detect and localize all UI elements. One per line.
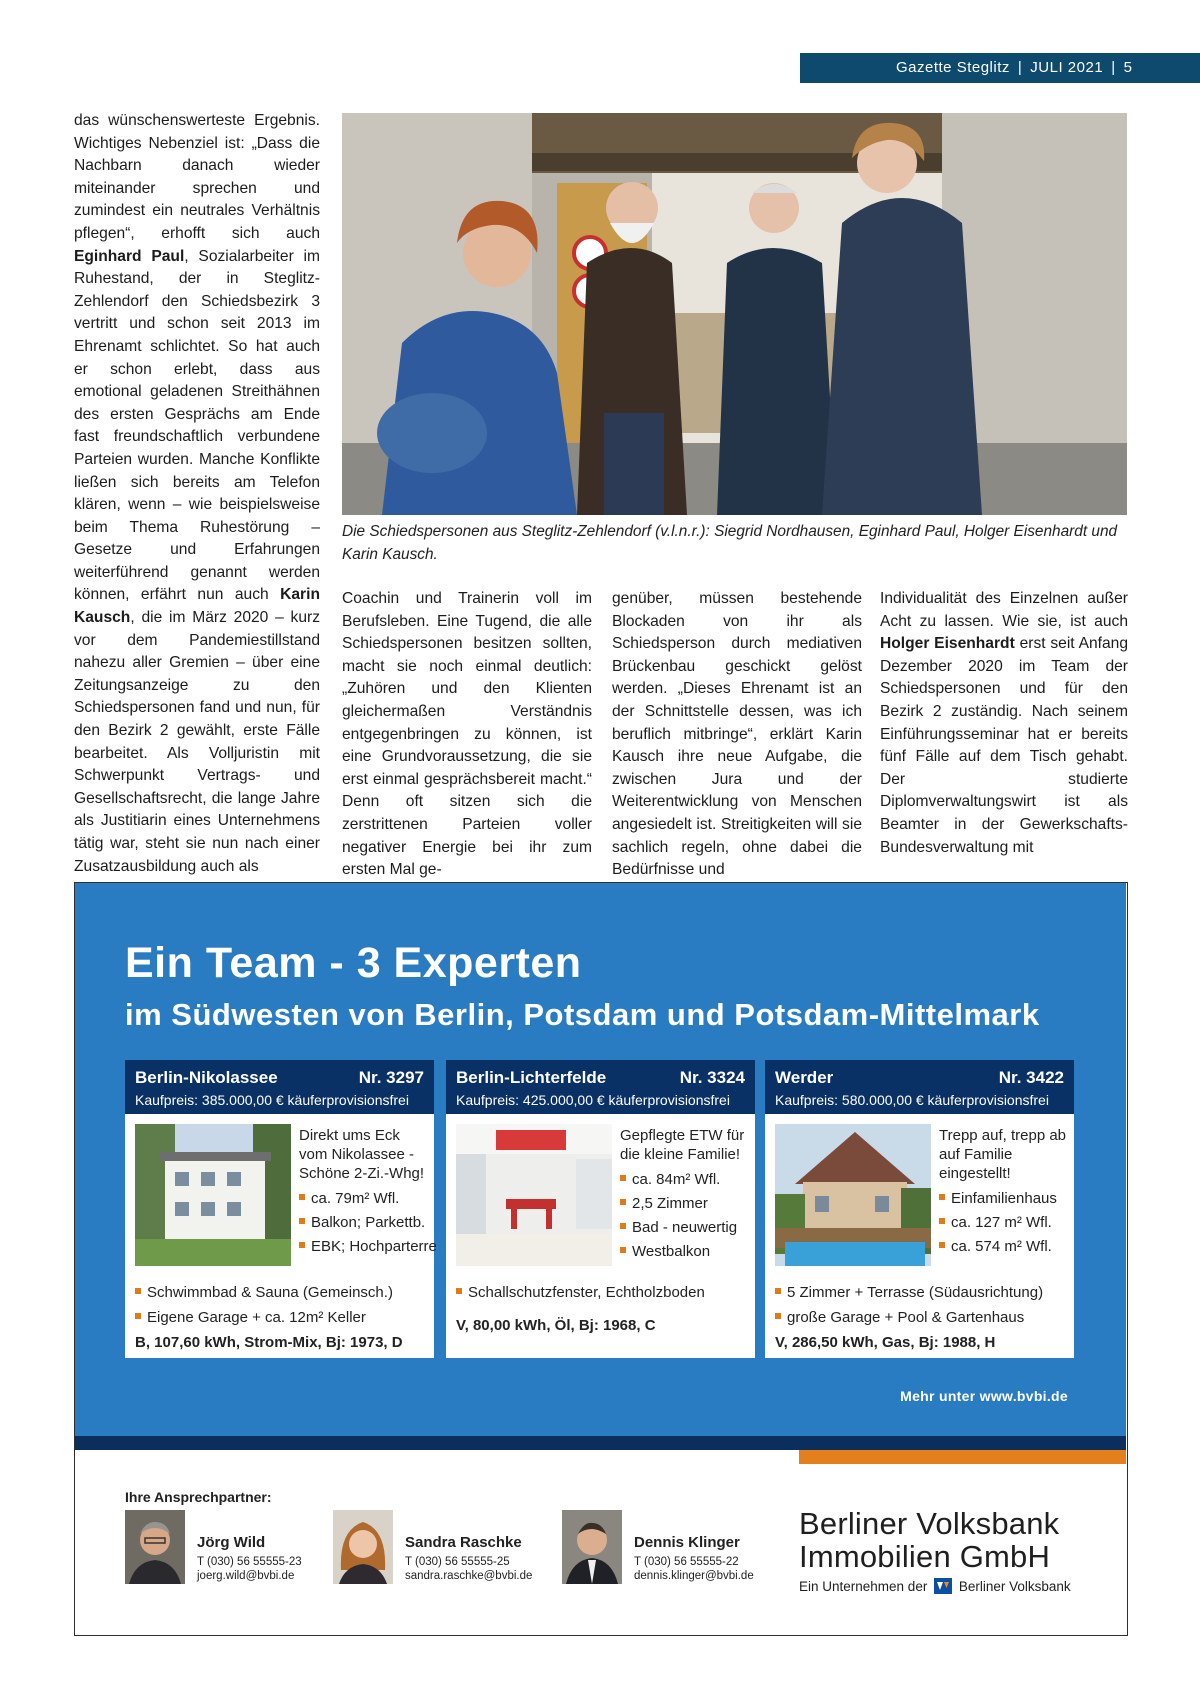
issue-date: JULI 2021	[1030, 59, 1104, 76]
contact-phone[interactable]: T (030) 56 55555-22	[634, 1556, 739, 1568]
contact-info	[405, 1534, 532, 1583]
berliner-volksbank-immobilien-logo	[799, 1507, 1099, 1595]
listing-bullet: 2,5 Zimmer	[620, 1194, 752, 1213]
article-text: erst seit Anfang Dezember 2020 im Team der Schiedspersonen und für den Bezirk 2 zuständig. Nach seinem Einführungsseminar hat er bereits fünf Fälle auf dem Tisch gehabt. Der studierte Diplomverwaltungswirt ist als Beamter in der Gewerkschafts-Bundesverwaltung mit	[880, 635, 1128, 856]
listing-bullet: Westbalkon	[620, 1242, 752, 1261]
listing-card-lichterfelde[interactable]	[446, 1060, 755, 1358]
article-column-1	[74, 110, 320, 878]
bullet-square-icon	[939, 1242, 945, 1248]
bullet-square-icon	[620, 1223, 626, 1229]
listing-bullet: Bad - neuwertig	[620, 1218, 752, 1237]
contacts-label: Ihre Ansprechpartner:	[125, 1489, 272, 1505]
listing-headline: Direkt ums Eck vom Nikolassee - Schöne 2-Zi.-Whg!	[299, 1127, 425, 1182]
bullet-square-icon	[939, 1194, 945, 1200]
avatar	[125, 1510, 185, 1584]
ad-title: Ein Team - 3 Experten	[125, 939, 582, 987]
listing-bullet: ca. 574 m² Wfl.	[939, 1237, 1071, 1256]
listing-bullet: ca. 84m² Wfl.	[620, 1170, 752, 1189]
contact-phone[interactable]: T (030) 56 55555-23	[197, 1556, 302, 1568]
listing-photo	[135, 1124, 291, 1266]
listing-extras	[775, 1280, 1071, 1355]
listing-price: Kaufpreis: 580.000,00 € käuferprovisionsfrei	[775, 1092, 1049, 1108]
ad-blue-panel	[75, 883, 1126, 1436]
article-column-3	[612, 588, 862, 882]
article-column-2	[342, 588, 592, 882]
ad-subtitle: im Südwesten von Berlin, Potsdam und Potsdam-Mittelmark	[125, 997, 1040, 1032]
photo-caption: Die Schiedspersonen aus Steglitz-Zehlendorf (v.l.n.r.): Siegrid Nordhausen, Eginhard Paul, Holger Eisenhardt und Karin Kausch.	[342, 523, 1118, 563]
logo-tagline-bank: Berliner Volksbank	[958, 1579, 1071, 1594]
listing-description	[620, 1126, 752, 1266]
listing-energy-info: V, 286,50 kWh, Gas, Bj: 1988, H	[775, 1334, 996, 1351]
page-header-bar	[800, 53, 1200, 83]
bullet-square-icon	[299, 1194, 305, 1200]
contact-email[interactable]: dennis.klinger@bvbi.de	[634, 1570, 754, 1582]
listing-photo	[456, 1124, 612, 1266]
listing-extra-item: große Garage + Pool & Gartenhaus	[775, 1305, 1071, 1330]
person-name: Eginhard Paul	[74, 247, 185, 265]
bullet-square-icon	[299, 1218, 305, 1224]
listing-extra-item: Eigene Garage + ca. 12m² Keller	[135, 1305, 431, 1330]
real-estate-advertisement	[74, 882, 1128, 1636]
listing-location: Berlin-Nikolassee	[135, 1068, 278, 1087]
listing-number: Nr. 3297	[358, 1068, 424, 1087]
listing-bullet: ca. 127 m² Wfl.	[939, 1213, 1071, 1232]
ad-website-link[interactable]: Mehr unter www.bvbi.de	[900, 1388, 1068, 1404]
header-separator: |	[1111, 59, 1116, 76]
listing-photo	[775, 1124, 931, 1266]
publication-name: Gazette Steglitz	[896, 59, 1010, 76]
contact-email[interactable]: sandra.raschke@bvbi.de	[405, 1570, 533, 1582]
contact-name: Jörg Wild	[197, 1534, 266, 1551]
listing-number: Nr. 3422	[998, 1068, 1064, 1087]
contact-phone[interactable]: T (030) 56 55555-25	[405, 1556, 510, 1568]
bullet-square-icon	[775, 1313, 781, 1319]
listing-headline: Trepp auf, trepp ab auf Familie eingestellt!	[939, 1127, 1067, 1182]
bullet-square-icon	[299, 1242, 305, 1248]
person-name: Holger Eisenhardt	[880, 635, 1015, 653]
volksbank-mark-icon	[934, 1578, 952, 1594]
logo-line-2: Immobilien GmbH	[799, 1539, 1051, 1574]
bullet-square-icon	[620, 1175, 626, 1181]
article-photo	[342, 113, 1127, 515]
listing-energy-info: V, 80,00 kWh, Öl, Bj: 1968, C	[456, 1317, 656, 1334]
listing-energy-info: B, 107,60 kWh, Strom-Mix, Bj: 1973, D	[135, 1334, 403, 1351]
contact-email[interactable]: joerg.wild@bvbi.de	[197, 1570, 295, 1582]
listing-price: Kaufpreis: 425.000,00 € käuferprovisionsfrei	[456, 1092, 730, 1108]
listing-extras	[456, 1280, 752, 1338]
listing-bullet: EBK; Hochparterre	[299, 1237, 431, 1256]
article-text: , Sozialarbeiter im Ruhestand, der in Steglitz-Zehlendorf den Schiedsbezirk 3 vertritt und schon seit 2013 im Ehrenamt schlichtet. So hat auch er schon erlebt, dass aus emotional geladenen Streithähnen des ersten Gesprächs am Ende fast freundschaftlich verbundene Parteien wurden. Manche Konflikte ließen sich bereits am Telefon klären, wenn – wie beispielsweise beim Thema Ruhestörung – Gesetze und Erfahrungen weiterführend genannt werden können, erfährt nun auch	[74, 247, 320, 604]
header-separator: |	[1017, 59, 1023, 76]
person-name: Karin Kausch	[74, 586, 320, 627]
bullet-square-icon	[620, 1199, 626, 1205]
listing-card-nikolassee[interactable]	[125, 1060, 437, 1358]
page-number: 5	[1123, 59, 1133, 76]
listing-bullet: ca. 79m² Wfl.	[299, 1189, 431, 1208]
ad-divider-stripe	[75, 1436, 1126, 1450]
listing-description	[939, 1126, 1071, 1261]
listing-headline: Gepflegte ETW für die kleine Familie!	[620, 1127, 745, 1163]
bullet-square-icon	[775, 1288, 781, 1294]
contact-info	[197, 1534, 302, 1583]
contact-info	[634, 1534, 754, 1583]
listing-description	[299, 1126, 437, 1261]
bullet-square-icon	[620, 1247, 626, 1253]
logo-line-3	[799, 1579, 1099, 1595]
listing-header	[446, 1060, 755, 1114]
article-text: genüber, müssen bestehende Blockaden von ihr als Schiedsperson durch mediativen Brückenbau geschickt gelöst werden. „Dieses Ehrenamt ist an der Schnittstelle dessen, was ich beruflich mitbringe“, erklärt Karin Kausch ihre neue Aufgabe, die zwischen Jura und der Weiterentwicklung von Menschen angesiedelt ist. Streitigkeiten will sie sachlich regeln, ohne dabei die Bedürfnisse und	[612, 590, 862, 879]
contact-name: Dennis Klinger	[634, 1534, 740, 1551]
avatar	[333, 1510, 393, 1584]
listing-price: Kaufpreis: 385.000,00 € käuferprovisionsfrei	[135, 1092, 409, 1108]
listing-bullet: Einfamilienhaus	[939, 1189, 1071, 1208]
bullet-square-icon	[135, 1288, 141, 1294]
logo-line-1: Berliner Volksbank	[799, 1506, 1060, 1541]
listing-number: Nr. 3324	[679, 1068, 745, 1087]
bullet-square-icon	[456, 1288, 462, 1294]
contact-name: Sandra Raschke	[405, 1534, 522, 1551]
listing-extra-item: Schwimmbad & Sauna (Gemeinsch.)	[135, 1280, 431, 1305]
bullet-square-icon	[135, 1313, 141, 1319]
listing-location: Werder	[775, 1068, 834, 1087]
article-text: Individualität des Einzelnen außer Acht zu lassen. Wie sie, ist auch	[880, 590, 1128, 630]
logo-tagline-prefix: Ein Unternehmen der	[799, 1579, 928, 1594]
listing-extras	[135, 1280, 431, 1355]
listing-extra-item: Schallschutzfenster, Echtholzboden	[456, 1280, 752, 1305]
listing-extra-item: 5 Zimmer + Terrasse (Südausrichtung)	[775, 1280, 1071, 1305]
avatar	[562, 1510, 622, 1584]
article-text: , die im März 2020 – kurz vor dem Pandemiestillstand nahezu aller Gremien – über eine Zeitungsanzeige zu den Schiedspersonen fand und nun, für den Bezirk 2 gewählt, erste Fälle bearbeitet. Als Volljuristin mit Schwerpunkt Vertrags- und Gesellschaftsrecht, die lange Jahre als Justitiarin eines Unternehmens tätig war, steht sie nun nach einer Zusatzausbildung auch als	[74, 609, 320, 875]
listing-bullet: Balkon; Parkettb.	[299, 1213, 431, 1232]
ad-accent-stripe	[799, 1450, 1126, 1464]
listing-location: Berlin-Lichterfelde	[456, 1068, 607, 1087]
listing-header	[765, 1060, 1074, 1114]
bullet-square-icon	[939, 1218, 945, 1224]
article-text: das wünschenswerteste Ergebnis. Wichtiges Nebenziel ist: „Dass die Nachbarn danach wieder miteinander sprechen und zumindest ein neutrales Verhältnis pflegen“, erhofft sich auch	[74, 112, 320, 242]
listing-header	[125, 1060, 434, 1114]
listing-card-werder[interactable]	[765, 1060, 1074, 1358]
article-text: Coachin und Trainerin voll im Berufsleben. Eine Tugend, die alle Schiedspersonen besitzen sollten, macht sie noch einmal deutlich: „Zuhören und den Klienten gleichermaßen Verständnis entgegenbringen zu können, ist eine Grundvoraussetzung, die sie erst einmal gesprächsbereit macht.“ Denn oft sitzen sich die zerstrittenen Parteien voller negativer Energie bei ihr zum ersten Mal ge-	[342, 590, 592, 879]
article-column-4	[880, 588, 1128, 859]
